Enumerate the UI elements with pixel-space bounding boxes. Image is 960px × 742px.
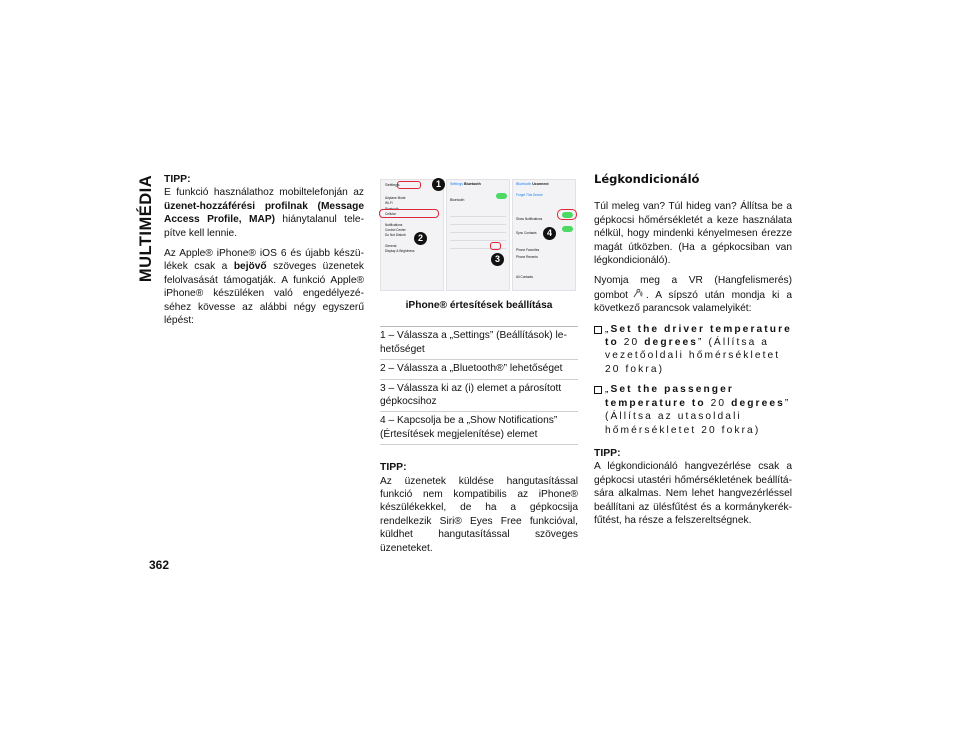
- column-right: [594, 173, 792, 534]
- toggle-icon: [562, 226, 573, 232]
- list-item: 2 – Válassza a „Bluetooth®” lehetőséget: [380, 360, 578, 379]
- tip-label: TIPP:: [594, 447, 621, 459]
- highlight-ring: [397, 181, 421, 189]
- ac-intro-paragraph: Túl meleg van? Túl hideg van? Állítsa be a gépkocsi hőmérsékletét a keze használata nélkül, hogy mindenki kényelmesen érezze magát útközben. (Ha a gépkocsiban van légkondicionáló).: [594, 201, 792, 267]
- toggle-icon: [496, 193, 507, 199]
- list-item: 4 – Kapcsolja be a „Show Notifications” (Értesítések megjelenítése) elemet: [380, 412, 578, 445]
- iphone-settings-figure: [380, 179, 578, 291]
- figure-caption: iPhone® értesítések beállítása: [405, 300, 553, 311]
- info-ring: [490, 242, 501, 250]
- column-middle: [380, 179, 578, 562]
- column-left: [164, 173, 364, 334]
- list-item: 1 – Válassza a „Settings” (Beállítások) lehetőséget: [380, 327, 578, 360]
- highlight-ring: [557, 209, 577, 220]
- step-badge-2: 2: [414, 232, 427, 245]
- steps-list: [380, 326, 578, 445]
- tip-label: TIPP:: [164, 174, 191, 185]
- uconnect-screen: Bluetooth Uconnect Forget This Device Show Notifications Sync Contacts Phone Favorites Phone Recents All Contacts: [512, 179, 576, 291]
- tip-block: TIPP: E funkció használathoz mobiltelefonján az üzenet-hozzáférési profilnak (Message Access Profile, MAP) hiánytalanul telepítve kell lennie.: [164, 174, 364, 239]
- checkbox-square-icon: [594, 386, 602, 394]
- section-heading: Légkondicionáló: [594, 172, 700, 186]
- tip-block: TIPP: Az üzenetek küldése hangutasítással funkció nem kompatibilis az iPhone® készülékekkel, de ha a gépkocsija rendelkezik Siri® Eyes Free funkcióval, küldhet hangutasítással szöveges üzeneteket.: [380, 462, 578, 554]
- settings-screen: Settings Airplane Mode Wi-Fi Bluetooth Cellular Notifications Control Center Do Not Disturb General Display & Brightness: [380, 179, 444, 291]
- tip-label: TIPP:: [380, 462, 407, 474]
- section-side-title: MULTIMÉDIA: [137, 174, 156, 282]
- intro-paragraph: Az Apple® iPhone® iOS 6 és újabb készülékek csak a bejövő szöveges üzenetek felolvasását támogatják. A funkció Apple® iPhone® készüléken való engedélyezéséhez kövesse az alábbi négy egyszerű lépést:: [164, 248, 365, 327]
- checkbox-square-icon: [594, 326, 602, 334]
- highlight-ring: [379, 209, 439, 218]
- step-badge-1: 1: [432, 178, 445, 191]
- voice-command-icon: [632, 288, 643, 299]
- list-item: 3 – Válassza ki az (i) elemet a párosított gépkocsihoz: [380, 380, 578, 413]
- step-badge-4: 4: [543, 227, 556, 240]
- page-number: 362: [149, 558, 170, 572]
- step-badge-3: 3: [491, 253, 504, 266]
- list-item: „Set the passenger temperature to 20 degrees” (Állítsa az utasoldali hőmérsékletet 20 fokra): [594, 383, 792, 437]
- bluetooth-screen: Settings Bluetooth Bluetooth: [446, 179, 510, 291]
- vr-instruction: Nyomja meg a VR (Hangfelismerés) gombot . A sípszó után mondja ki a következő parancsok valamelyikét:: [594, 275, 792, 315]
- list-item: „Set the driver temperature to 20 degrees” (Állítsa a vezetőoldali hőmérsékletet 20 fokra): [594, 323, 792, 377]
- tip-block: TIPP: A légkondicionáló hangvezérlése csak a gépkocsi utastéri hőmérsékletének beállítására alkalmas. Nem lehet hangvezérléssel beállítani az ülésfűtést és a kormánykerékfűtést, ha része a felszereltségnek.: [594, 447, 792, 526]
